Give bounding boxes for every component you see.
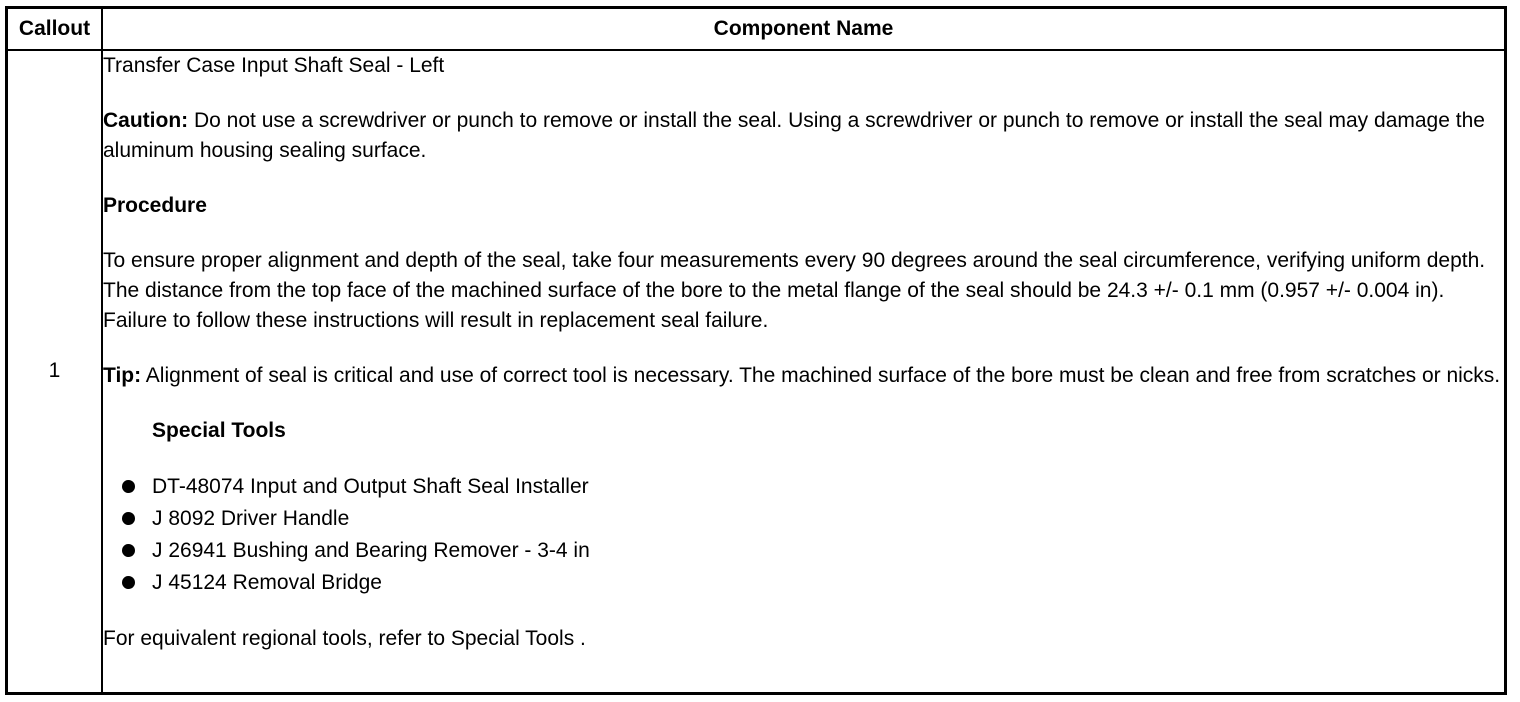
tool-label: J 26941 Bushing and Bearing Remover - 3-4 in xyxy=(152,539,590,562)
tip-label: Tip: xyxy=(103,364,142,387)
callout-number: 1 xyxy=(7,50,103,693)
component-details xyxy=(102,50,1506,693)
list-item xyxy=(103,471,1504,503)
header-component-name: Component Name xyxy=(102,8,1506,51)
bullet-dot-icon xyxy=(122,480,135,493)
caution-note xyxy=(103,106,1504,166)
regional-tools-note: For equivalent regional tools, refer to Special Tools . xyxy=(103,627,586,650)
callout-table xyxy=(5,6,1507,695)
procedure-text: To ensure proper alignment and depth of the seal, take four measurements every 90 degrees around the seal circumference, verifying uniform depth. The distance from the top face of the machined surface of the bore to the metal flange of the seal should be 24.3 +/- 0.1 mm (0.957 +/- 0.004 in). Failure to follow these instructions will result in replacement seal failure. xyxy=(103,249,1486,332)
header-row xyxy=(7,8,1506,51)
tool-label: J 8092 Driver Handle xyxy=(152,507,350,530)
bullet-dot-icon xyxy=(122,576,135,589)
tip-text: Alignment of seal is critical and use of correct tool is necessary. The machined surface of the bore must be clean and free from scratches or nicks. xyxy=(141,364,1501,387)
special-tools-list xyxy=(103,471,1504,599)
bullet-dot-icon xyxy=(122,544,135,557)
special-tools-heading: Special Tools xyxy=(152,419,286,442)
caution-text: Do not use a screwdriver or punch to remove or install the seal. Using a screwdriver or punch to remove or install the seal may damage the aluminum housing sealing surface. xyxy=(103,109,1485,162)
tool-label: J 45124 Removal Bridge xyxy=(152,571,382,594)
list-item xyxy=(103,535,1504,567)
table-row xyxy=(7,50,1506,693)
procedure-heading: Procedure xyxy=(103,194,207,217)
list-item xyxy=(103,503,1504,535)
component-title: Transfer Case Input Shaft Seal - Left xyxy=(103,54,445,77)
bullet-dot-icon xyxy=(122,512,135,525)
tip-note xyxy=(103,361,1504,391)
header-callout: Callout xyxy=(7,8,103,51)
caution-label: Caution: xyxy=(103,109,189,132)
list-item xyxy=(103,567,1504,599)
tool-label: DT-48074 Input and Output Shaft Seal Installer xyxy=(152,475,589,498)
